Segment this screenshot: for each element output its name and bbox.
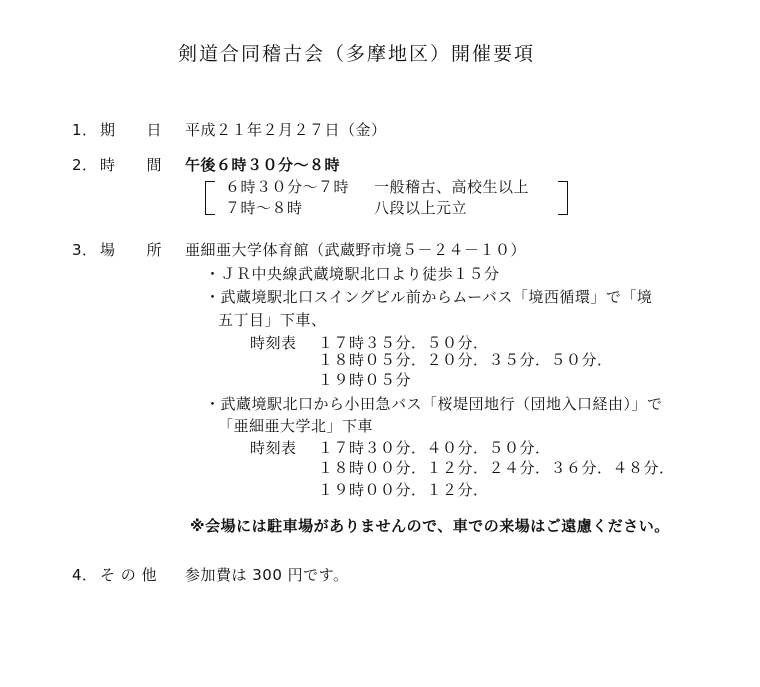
page-title: 剣道合同稽古会（多摩地区）開催要項 — [178, 43, 536, 65]
timetable-label-1: 時刻表 — [250, 334, 297, 352]
item-number-3: 3． — [72, 241, 98, 259]
schedule-time-2: ７時～８時 — [225, 199, 303, 217]
item-number-2: 2． — [72, 156, 98, 174]
timetable-label-2: 時刻表 — [250, 439, 297, 457]
access-mubus-line2: 五丁目」下車、 — [218, 311, 327, 329]
timetable-2-row-2: １８時００分．１２分．２４分．３６分．４８分． — [318, 459, 675, 477]
place-value: 亜細亜大学体育館（武蔵野市境５－２４－１０） — [185, 241, 527, 259]
period-label: 期 日 — [100, 121, 163, 139]
item-number-1: 1． — [72, 121, 98, 139]
timetable-2-row-1: １７時３０分．４０分．５０分． — [318, 439, 551, 457]
timetable-1-row-3: １９時０５分 — [318, 371, 412, 389]
access-jr: ・ＪＲ中央線武蔵境駅北口より徒歩１５分 — [205, 265, 500, 283]
access-mubus-line1: ・武蔵境駅北口スイングビル前からムーバス「境西循環」で「境 — [205, 288, 653, 306]
place-label: 場 所 — [100, 241, 163, 259]
item-number-4: 4． — [72, 566, 98, 584]
parking-note: ※会場には駐車場がありませんので、車での来場はご遠慮ください。 — [190, 517, 670, 535]
time-value: 午後６時３０分～８時 — [185, 156, 341, 174]
schedule-bracket-right — [558, 181, 568, 215]
schedule-desc-1: 一般稽古、高校生以上 — [374, 178, 530, 196]
period-value: 平成２１年２月２７日（金） — [185, 121, 387, 139]
other-value: 参加費は 300 円です。 — [185, 566, 349, 584]
time-label: 時 間 — [100, 156, 163, 174]
schedule-time-1: ６時３０分～７時 — [225, 178, 350, 196]
schedule-desc-2: 八段以上元立 — [374, 199, 468, 217]
timetable-2-row-3: １９時００分．１２分． — [318, 481, 489, 499]
other-label: そ の 他 — [100, 566, 158, 584]
schedule-bracket-left — [205, 181, 215, 215]
access-odakyu-line1: ・武蔵境駅北口から小田急バス「桜堤団地行（団地入口経由）」で — [205, 395, 663, 413]
timetable-1-row-2: １８時０５分．２０分．３５分．５０分． — [318, 351, 613, 369]
access-odakyu-line2: 「亜細亜大学北」下車 — [218, 417, 374, 435]
timetable-1-row-1: １７時３５分．５０分． — [318, 334, 489, 352]
